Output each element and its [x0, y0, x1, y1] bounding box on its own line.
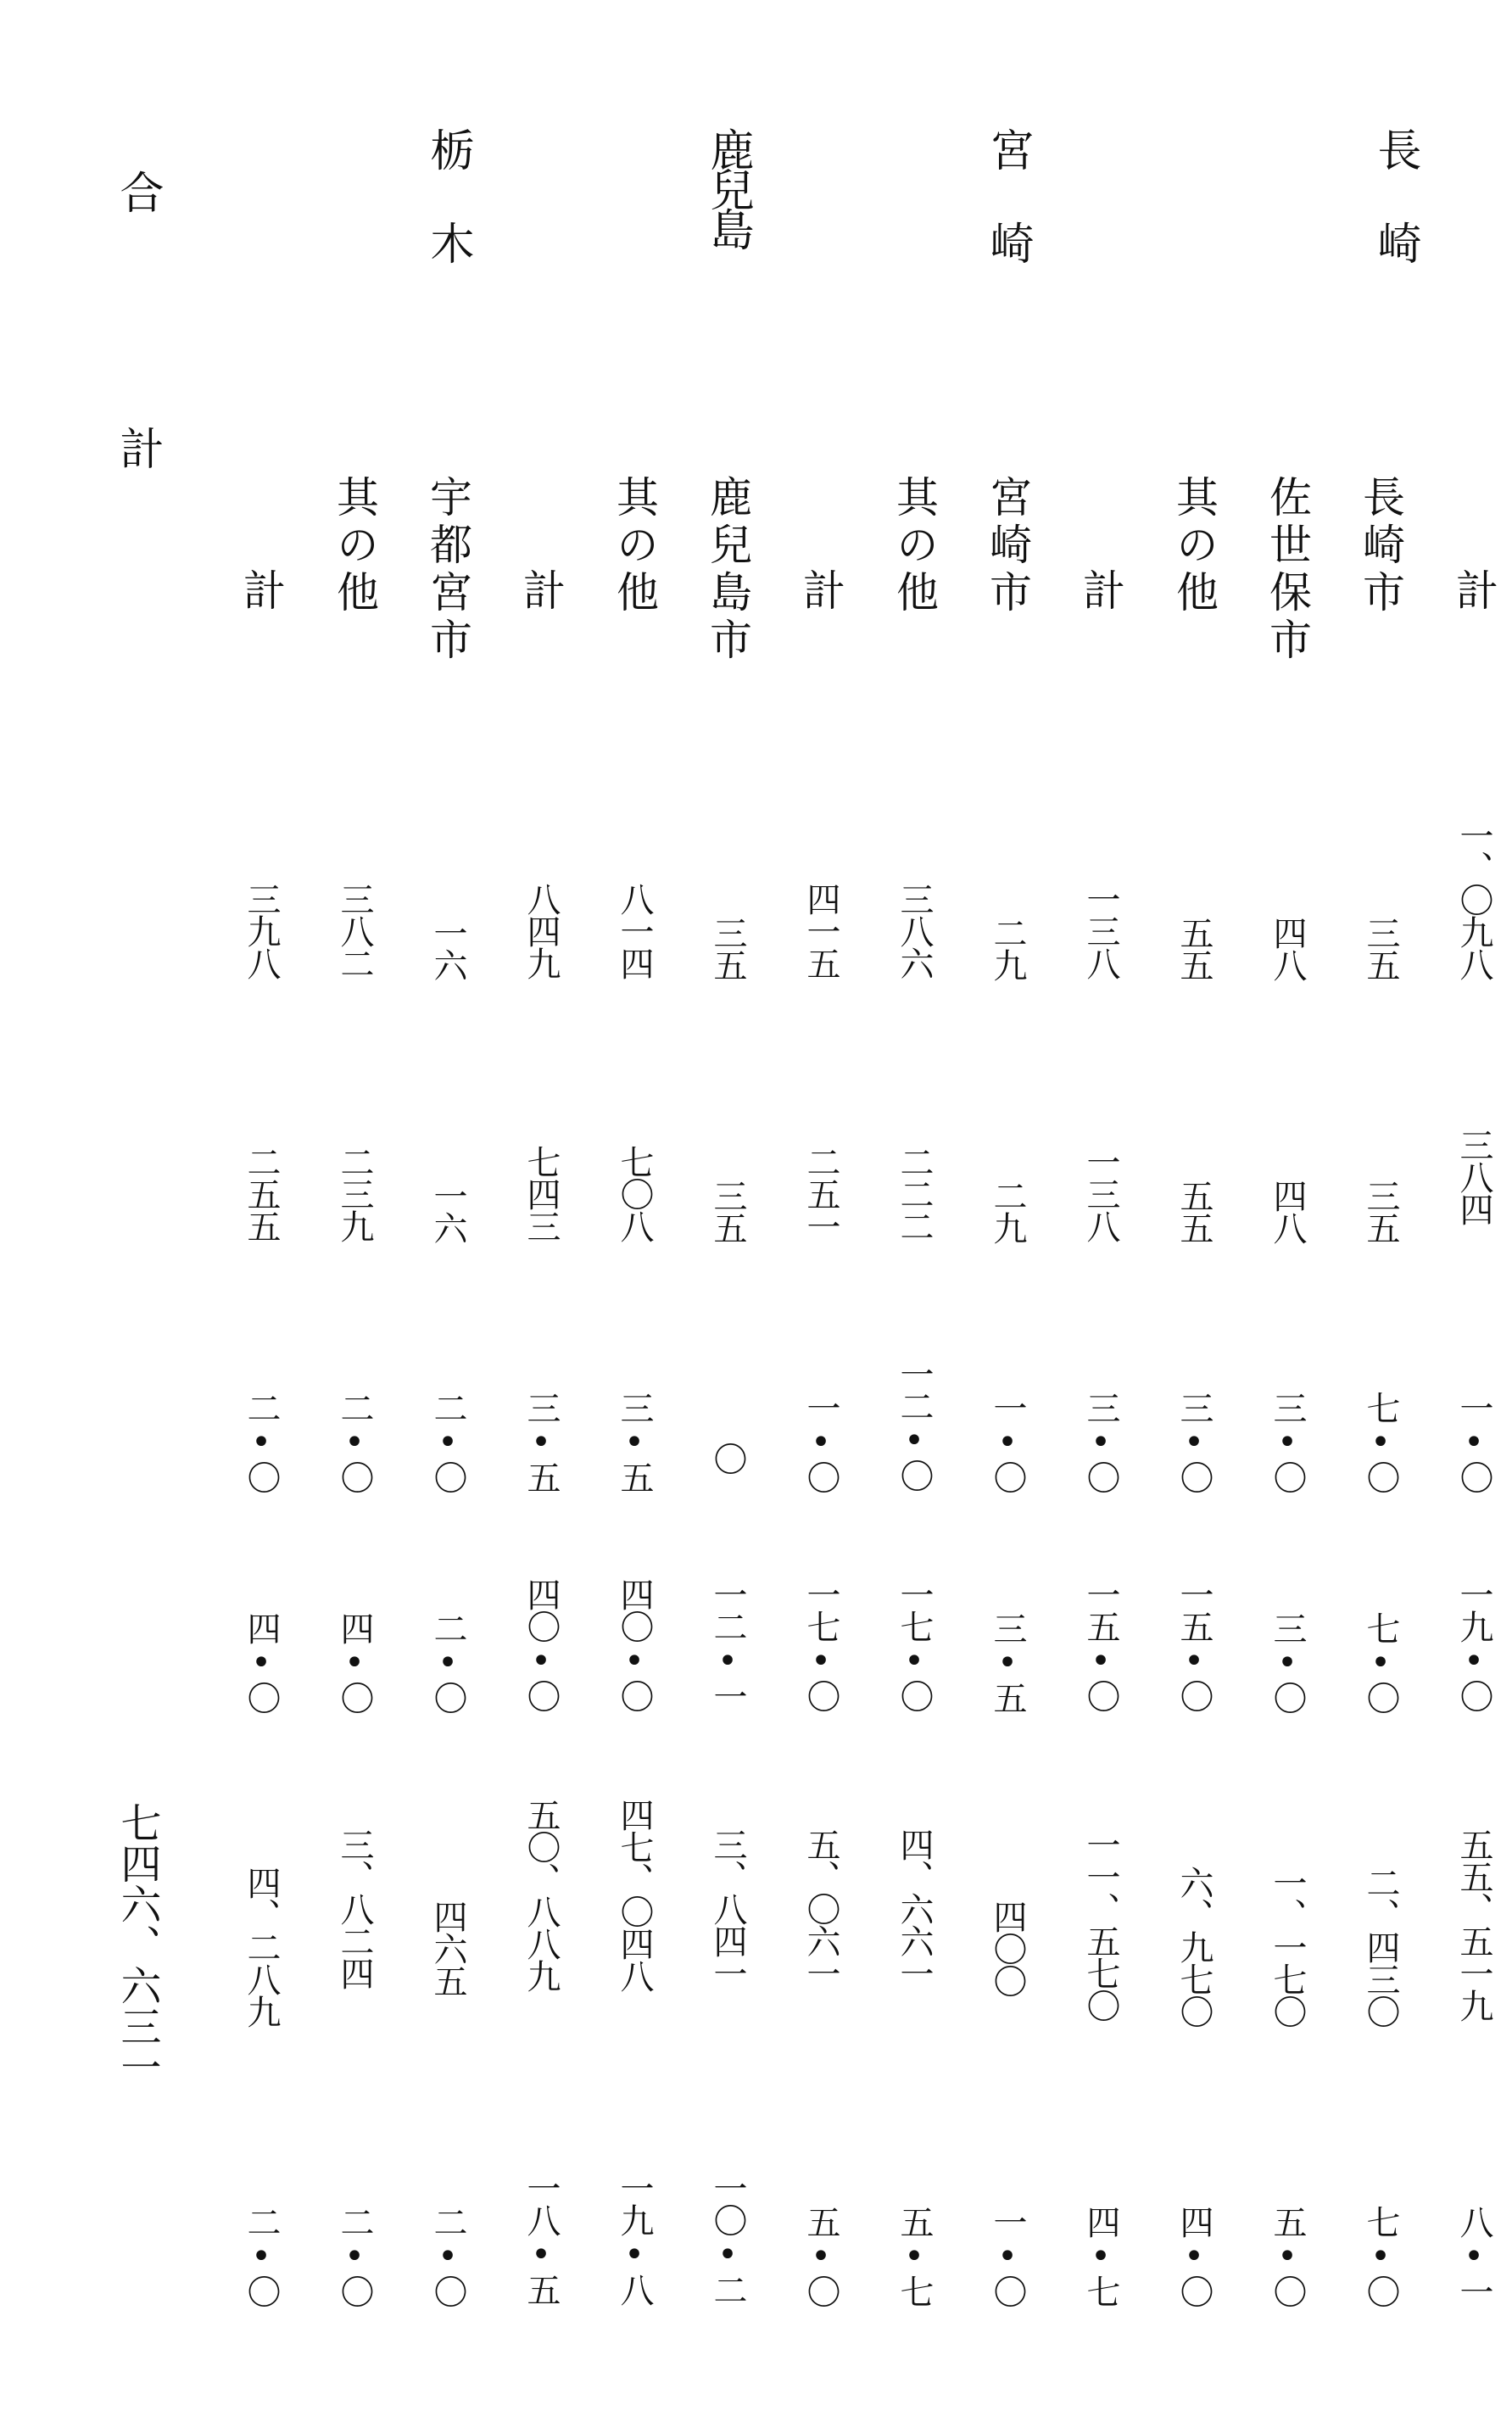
cell-value: 七•〇 — [1361, 1611, 1400, 1713]
cell-value: 四八 — [1268, 916, 1307, 980]
cell-value: 五五 — [1174, 916, 1214, 980]
cell-value: 一六 — [428, 1179, 467, 1243]
cell-value: 四八 — [1268, 1179, 1307, 1243]
row-label: 佐世保市 — [1263, 475, 1312, 665]
cell-value: 四〇•〇 — [615, 1577, 654, 1711]
cell-value: 四•〇 — [335, 1611, 374, 1713]
cell-value: 七•〇 — [1361, 2205, 1400, 2307]
cell-value: 四一五 — [801, 882, 840, 979]
cell-value: 一六 — [428, 916, 467, 980]
cell-value: 三五 — [708, 1179, 747, 1243]
row-label: 其の他 — [330, 475, 379, 617]
cell-value: 四•七 — [1081, 2205, 1120, 2307]
cell-value: 二五五 — [242, 1145, 281, 1242]
cell-value: 一、一七〇 — [1268, 1866, 1307, 2027]
cell-value: 二•〇 — [242, 2205, 281, 2307]
cell-value: 二•〇 — [428, 1391, 467, 1493]
row-label: 鹿兒島市 — [703, 475, 752, 665]
cell-value: 五五、五一九 — [1454, 1828, 1493, 2021]
cell-value: 二•〇 — [428, 1611, 467, 1713]
cell-value: 七•〇 — [1361, 1391, 1400, 1493]
cell-value: 一八•五 — [522, 2171, 561, 2305]
cell-value: 三八四 — [1454, 1128, 1493, 1225]
cell-value: 五•〇 — [1268, 2205, 1307, 2307]
cell-value: 五•〇 — [801, 2205, 840, 2307]
cell-value: 四、二八九 — [242, 1866, 281, 2027]
cell-value: 一九•八 — [615, 2171, 654, 2305]
cell-value: 一、〇九八 — [1454, 818, 1493, 979]
cell-value: 一七•〇 — [801, 1577, 840, 1711]
cell-value: 四•〇 — [242, 1611, 281, 1713]
cell-value: 一一、五七〇 — [1081, 1828, 1120, 2021]
cell-value: 一•〇 — [988, 1391, 1027, 1493]
cell-value: 二•〇 — [428, 2205, 467, 2307]
cell-value: 三五 — [1361, 1179, 1400, 1243]
cell-value: 八一四 — [615, 882, 654, 979]
cell-value: 二三九 — [335, 1145, 374, 1242]
cell-value: 一•〇 — [1454, 1391, 1493, 1493]
cell-value: 三八二 — [335, 882, 374, 979]
cell-value: 三•〇 — [1081, 1391, 1120, 1493]
row-label: 其の他 — [610, 475, 659, 617]
cell-value: 四、六六一 — [895, 1828, 934, 1989]
cell-value: 二五一 — [801, 1145, 840, 1242]
cell-value: 三•〇 — [1174, 1391, 1214, 1493]
row-label: 其の他 — [890, 475, 939, 617]
row-label: 計 — [1449, 568, 1498, 616]
cell-value: 一三八 — [1081, 1145, 1120, 1242]
cell-value: 二•〇 — [335, 1391, 374, 1493]
cell-value: 五五 — [1174, 1179, 1214, 1243]
cell-value: 六、九七〇 — [1174, 1866, 1214, 2027]
prefecture-name: 鹿兒島 — [702, 127, 753, 247]
cell-value: 五〇、八八九 — [522, 1798, 561, 1991]
cell-value: 三五 — [1361, 916, 1400, 980]
row-label: 計 — [1076, 568, 1125, 616]
cell-value: 三五 — [708, 916, 747, 980]
cell-value: 二二二 — [895, 1145, 934, 1242]
cell-value: 一七•〇 — [895, 1577, 934, 1711]
cell-value: 三八六 — [895, 882, 934, 979]
cell-value: 七〇八 — [615, 1145, 654, 1242]
cell-value: 三•五 — [522, 1391, 561, 1493]
cell-value: 七四三 — [522, 1145, 561, 1242]
cell-value: 一三八 — [1081, 882, 1120, 979]
cell-value: 一•〇 — [988, 2205, 1027, 2307]
cell-value: 四七、〇四八 — [615, 1798, 654, 1991]
cell-value: 一〇•二 — [708, 2171, 747, 2305]
cell-value: 三•〇 — [1268, 1611, 1307, 1713]
cell-value: 四〇•〇 — [522, 1577, 561, 1711]
cell-value: 一九•〇 — [1454, 1577, 1493, 1711]
cell-value: 三、八四一 — [708, 1828, 747, 1989]
cell-value: 四•〇 — [1174, 2205, 1214, 2307]
row-label: 計 — [237, 568, 286, 616]
cell-value: 二九 — [988, 1179, 1027, 1243]
grand-total-value: 七四六、六三一 — [114, 1802, 161, 2087]
cell-value: 三、八二四 — [335, 1828, 374, 1989]
row-label: 宇都宮市 — [423, 475, 472, 665]
prefecture-name: 宮崎 — [982, 127, 1033, 314]
cell-value: 一•〇 — [801, 1391, 840, 1493]
row-label: 其の他 — [1169, 475, 1219, 617]
row-label: 宮崎市 — [983, 475, 1032, 617]
cell-value: 二九 — [988, 916, 1027, 980]
cell-value: 四六五 — [428, 1900, 467, 1996]
cell-value: 三•五 — [615, 1391, 654, 1493]
cell-value: 一二•〇 — [895, 1357, 934, 1491]
cell-value: 〇 — [708, 1442, 747, 1474]
cell-value: 八•一 — [1454, 2205, 1493, 2307]
cell-value: 三九八 — [242, 882, 281, 979]
prefecture-name: 栃木 — [422, 127, 473, 314]
cell-value: 二、四三〇 — [1361, 1866, 1400, 2027]
cell-value: 一五•〇 — [1081, 1577, 1120, 1711]
prefecture-name: 長崎 — [1370, 127, 1420, 314]
grand-total-label: 合計 — [112, 170, 163, 682]
cell-value: 五•七 — [895, 2205, 934, 2307]
cell-value: 四〇〇 — [988, 1900, 1027, 1996]
cell-value: 一二•一 — [708, 1577, 747, 1711]
cell-value: 一五•〇 — [1174, 1577, 1214, 1711]
cell-value: 三•〇 — [1268, 1391, 1307, 1493]
cell-value: 五、〇六一 — [801, 1828, 840, 1989]
cell-value: 二•〇 — [335, 2205, 374, 2307]
cell-value: 三•五 — [988, 1611, 1027, 1713]
cell-value: 二•〇 — [242, 1391, 281, 1493]
cell-value: 八四九 — [522, 882, 561, 979]
row-label: 計 — [516, 568, 566, 616]
row-label: 計 — [796, 568, 845, 616]
row-label: 長崎市 — [1356, 475, 1405, 617]
